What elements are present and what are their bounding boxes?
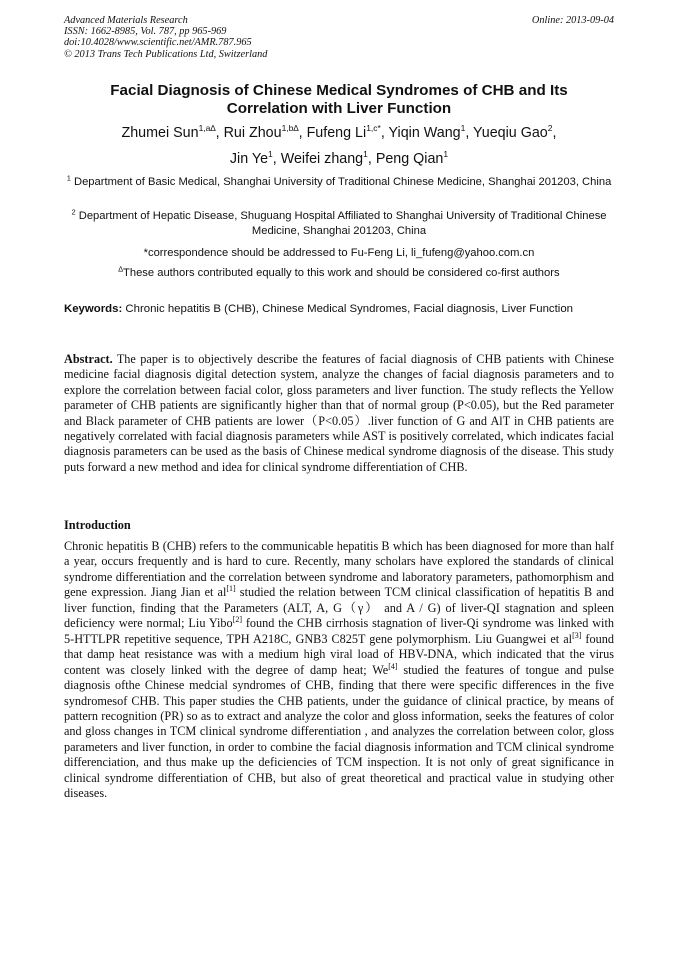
copyright-line: © 2013 Trans Tech Publications Ltd, Switzerland (64, 48, 268, 60)
intro-text: studied the relation between TCM clinical classification of hepatitis B and liver function, finding that the Parameters (ALT, A, G（γ） and A / G) of liver-QI stagnation and spleen deficiency were normal; Liu Yibo (64, 585, 614, 631)
doi-line: doi:10.4028/www.scientific.net/AMR.787.965 (64, 37, 252, 49)
introduction-heading: Introduction (64, 518, 131, 532)
affiliation-number: 1 (66, 173, 71, 183)
author-separator: , (298, 125, 307, 141)
author-affiliation-mark: 1 (460, 123, 466, 134)
affiliation-text: Department of Basic Medical, Shanghai University of Traditional Chinese Medicine, Shanghai 201203, China (73, 176, 612, 188)
author-separator: , (465, 125, 474, 141)
citation-ref: [4] (388, 661, 398, 671)
author-separator: , (215, 125, 224, 141)
author: Jin Ye (229, 151, 269, 167)
equal-contribution-note (64, 266, 614, 280)
intro-text: Chronic hepatitis B (CHB) refers to the communicable hepatitis B which has been diagnosed for more than half a year, occurs frequently and is hard to cure. Recently, many scholars have explored the standards of clinical syndrome differentiation and the correlation between syndrome and laboratory parameters, pathomorphism and gene expression. Jiang Jian et al (64, 539, 614, 600)
affiliation-text: Department of Hepatic Disease, Shuguang Hospital Affiliated to Shanghai University of Traditional Chinese Medicine, Shanghai 201203, China (78, 210, 607, 237)
abstract-label: Abstract. (64, 352, 113, 366)
intro-text: found the CHB cirrhosis stagnation of liver-Qi syndrome was linked with 5-HTTLPR repetitive sequence, TPH A218C, GNB3 C825T gene polymorphism. Liu Guangwei et al (64, 616, 614, 646)
affiliation-2 (64, 209, 614, 239)
keywords-text: Chronic hepatitis B (CHB), Chinese Medical Syndromes, Facial diagnosis, Liver Function (125, 303, 573, 315)
citation-ref: [2] (232, 615, 242, 625)
online-date: Online: 2013-09-04 (531, 15, 614, 26)
paper-title: Facial Diagnosis of Chinese Medical Syndromes of CHB and Its Correlation with Liver Function (110, 82, 568, 117)
author-separator: , (367, 151, 376, 167)
correspondence-note: *correspondence should be addressed to Fu-Feng Li, li_fufeng@yahoo.com.cn (143, 247, 535, 259)
issn-line: ISSN: 1662-8985, Vol. 787, pp 965-969 (64, 26, 227, 38)
author-line-1 (64, 120, 614, 146)
delta-mark: ∆ (118, 264, 124, 274)
author: Zhumei Sun (121, 125, 199, 141)
author-affiliation-mark: 1,a∆ (198, 123, 216, 134)
journal-name: Advanced Materials Research (64, 15, 188, 26)
author: Rui Zhou (223, 125, 282, 141)
affiliation-number: 2 (71, 207, 76, 217)
citation-ref: [3] (572, 630, 582, 640)
author-separator: , (272, 151, 281, 167)
author: Peng Qian (375, 151, 444, 167)
author-affiliation-mark: 1 (363, 149, 368, 160)
abstract-text: The paper is to objectively describe the features of facial diagnosis of CHB patients with Chinese medicine facial diagnosis digital detection system, analyze the changes of facial diagnosis parameters and to explore the correlation between facial color, gloss parameters and liver function. The study reflects the Yellow parameter of CHB patients are significantly higher than that of normal group (P<0.05), but the Red parameter and Black parameter of CHB patients are lower（P<0.05）.liver function of G and AlT in CHB patients are negatively correlated with facial diagnosis parameters while AST is positively correlated, which indicates facial diagnosis parameters can be used as the basis of Chinese medical syndrome diagnosis of the disease. This study puts forward a new method and idea for clinical syndrome differentiation of CHB. (64, 352, 614, 474)
author-affiliation-mark: 1 (443, 149, 449, 160)
author: Fufeng Li (306, 125, 367, 141)
author-affiliation-mark: 2 (547, 123, 553, 134)
citation-ref: [1] (226, 584, 236, 594)
author-list (64, 120, 614, 172)
intro-text: studied the features of tongue and pulse diagnosis ofthe Chinese medcial syndromes of CHB, finding that there were specific differences in the five syndromesof CHB. This paper studies the CHB patients, under the guidance of clinical practice, by means of pattern recognition (PR) so as to extract and analyze the color and gloss information, seeks the features of color and gloss changes in TCM clinical syndrome differentiation , and analyzes the correlation between color, gloss parameters and liver function, in order to combine the facial diagnosis information and TCM clinical syndrome differenciation, and thus make up the deficiencies of TCM inspection. It is not only of great significance in clinical syndrome differentiation of CHB, but also of great theoretical and practical value in studying other diseases. (64, 662, 614, 801)
journal-header (64, 15, 614, 60)
author: Yueqiu Gao (473, 125, 548, 141)
author-separator: , (552, 125, 557, 141)
author-line-2 (64, 146, 614, 172)
author-affiliation-mark: 1,c* (366, 123, 381, 134)
author: Weifei zhang (280, 151, 364, 167)
equal-contribution-text: These authors contributed equally to this work and should be considered co-first authors (123, 267, 560, 279)
author: Yiqin Wang (388, 125, 461, 141)
introduction-paragraph (64, 539, 614, 802)
author-affiliation-mark: 1 (268, 149, 273, 160)
keywords (64, 302, 614, 317)
abstract (64, 352, 614, 475)
author-separator: , (380, 125, 389, 141)
intro-text: found that damp heat resistance was with a medium high viral load of HBV-DNA, which indicated that the virus content was closely linked with the degree of damp heat; We (64, 631, 614, 677)
affiliation-1 (64, 175, 614, 190)
keywords-label: Keywords: (64, 303, 123, 315)
author-affiliation-mark: 1,b∆ (281, 123, 299, 134)
